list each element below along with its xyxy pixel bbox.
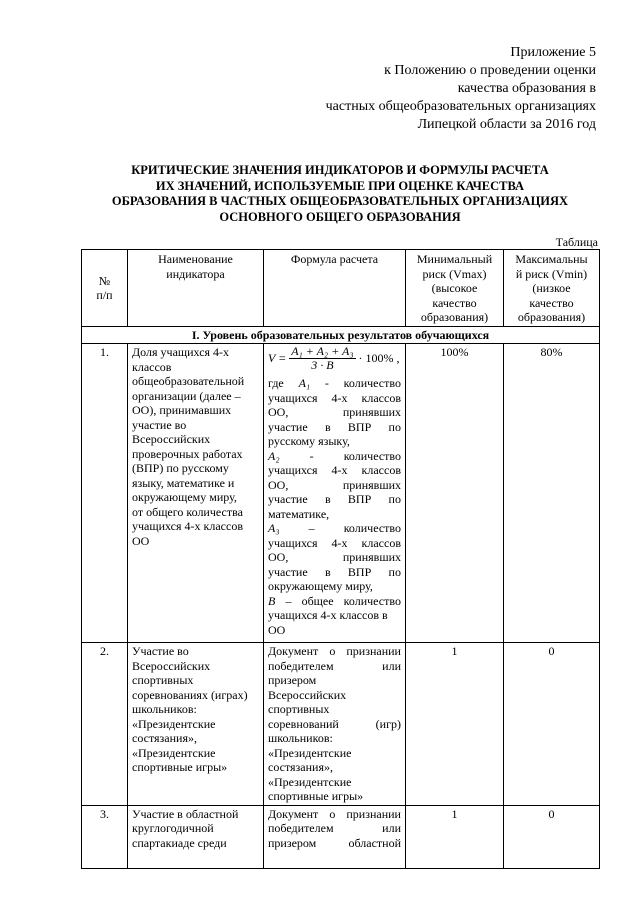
formula-line: участие в ВПР по xyxy=(268,564,401,579)
formula-line: Документ о признании xyxy=(268,806,401,821)
row-formula xyxy=(264,643,406,806)
table-header-row xyxy=(82,250,600,327)
table-row xyxy=(82,805,600,868)
formula-line: участие в ВПР по xyxy=(268,492,401,506)
formula-line: B – общее количество xyxy=(268,593,401,608)
appendix-line: Приложение 5 xyxy=(510,45,596,60)
indicators-table xyxy=(81,249,600,869)
appendix-line: к Положению о проведении оценки xyxy=(384,63,596,78)
formula-line: призером областной xyxy=(268,835,401,850)
formula-line: победителем или xyxy=(268,658,401,673)
section-row xyxy=(82,326,600,344)
formula-line: соревнований (игр) xyxy=(268,716,401,731)
formula-line: русскому языку, xyxy=(268,434,350,448)
header-min-risk: Минимальный риск (Vmax) (высокое качество образования) xyxy=(406,250,504,327)
document-title xyxy=(80,163,600,225)
formula-description xyxy=(268,644,401,804)
table-row xyxy=(82,344,600,643)
row-max-risk: 80% xyxy=(504,344,600,643)
appendix-header xyxy=(276,44,596,134)
row-min-risk: 100% xyxy=(406,344,504,643)
appendix-line: Липецкой области за 2016 год xyxy=(417,117,596,132)
header-name: Наименование индикатора xyxy=(128,250,264,327)
table-label: Таблица xyxy=(555,235,598,249)
formula-line: спортивные игры» xyxy=(268,789,364,803)
formula-line: A₃ – количество xyxy=(268,521,401,535)
title-line: ОБРАЗОВАНИЯ В ЧАСТНЫХ ОБЩЕОБРАЗОВАТЕЛЬНЫХ ОРГАНИЗАЦИЯХ xyxy=(111,194,569,208)
row-formula xyxy=(264,344,406,643)
formula-description xyxy=(268,807,401,851)
formula-line: окружающему миру, xyxy=(268,579,373,593)
row-name: Участие во Всероссийских спортивных соревнованиях (играх) школьников: «Президентские состязания», «Президентские спортивные игры» xyxy=(128,643,264,806)
row-num: 2. xyxy=(82,643,128,806)
formula-line: ОО xyxy=(268,622,286,637)
section-title: I. Уровень образовательных результатов обучающихся xyxy=(82,326,600,344)
formula-line: учащихся 4-х классов xyxy=(268,535,401,550)
formula-line: «Президентские xyxy=(268,745,352,760)
row-num: 3. xyxy=(82,805,128,868)
appendix-line: качества образования в xyxy=(457,81,596,96)
appendix-line: частных общеобразовательных организациях xyxy=(325,99,596,114)
header-num: № п/п xyxy=(82,250,128,327)
formula-line: призером xyxy=(268,673,317,687)
formula-line: где A₁ - количество xyxy=(268,376,401,390)
title-line: ИХ ЗНАЧЕНИЙ, ИСПОЛЬЗУЕМЫЕ ПРИ ОЦЕНКЕ КАЧЕСТВА xyxy=(155,178,525,193)
table-row xyxy=(82,643,600,806)
formula-line: математике, xyxy=(268,506,330,521)
formula-expression: V = $\frac{\text{A₁ + A₂ + A₃}}{3 \cdot B}$ · 100% , xyxy=(268,344,400,372)
formula-line: ОО, принявших xyxy=(268,550,401,564)
formula-line: учащихся 4-х классов xyxy=(268,390,401,405)
formula-line: Всероссийских xyxy=(268,687,347,702)
row-min-risk: 1 xyxy=(406,643,504,806)
formula-line: ОО, принявших xyxy=(268,477,401,492)
row-num: 1. xyxy=(82,344,128,643)
row-name: Доля учащихся 4-х классов общеобразовательной организации (далее – ОО), принимавших участие во Всероссийских проверочных работах (ВПР) по русскому языку, математике и окружающему миру, от общего количества учащихся 4-х классов ОО xyxy=(128,344,264,643)
row-max-risk: 0 xyxy=(504,643,600,806)
title-line: ОСНОВНОГО ОБЩЕГО ОБРАЗОВАНИЯ xyxy=(219,209,461,224)
header-max-risk: Максимальны й риск (Vmin) (низкое качество образования) xyxy=(504,250,600,327)
formula-line: учащихся 4-х классов xyxy=(268,463,401,477)
formula-line: школьников: xyxy=(268,731,333,745)
formula-line: учащихся 4-х классов в xyxy=(268,608,388,622)
formula-line: A₂ - количество xyxy=(268,448,401,463)
formula-description xyxy=(268,376,401,637)
row-min-risk: 1 xyxy=(406,805,504,868)
row-max-risk: 0 xyxy=(504,805,600,868)
formula-line: Документ о признании xyxy=(268,644,401,658)
formula-line: «Президентские xyxy=(268,774,352,789)
formula-line: участие в ВПР по xyxy=(268,419,401,434)
title-line: КРИТИЧЕСКИЕ ЗНАЧЕНИЯ ИНДИКАТОРОВ И ФОРМУЛЫ РАСЧЕТА xyxy=(131,163,549,177)
header-formula: Формула расчета xyxy=(264,250,406,327)
row-name: Участие в областной круглогодичной спартакиаде среди xyxy=(128,805,264,868)
formula-line: ОО, принявших xyxy=(268,405,401,419)
formula-line: победителем или xyxy=(268,821,401,835)
formula-line: состязания», xyxy=(268,760,333,774)
row-formula xyxy=(264,805,406,868)
formula-line: спортивных xyxy=(268,702,330,716)
